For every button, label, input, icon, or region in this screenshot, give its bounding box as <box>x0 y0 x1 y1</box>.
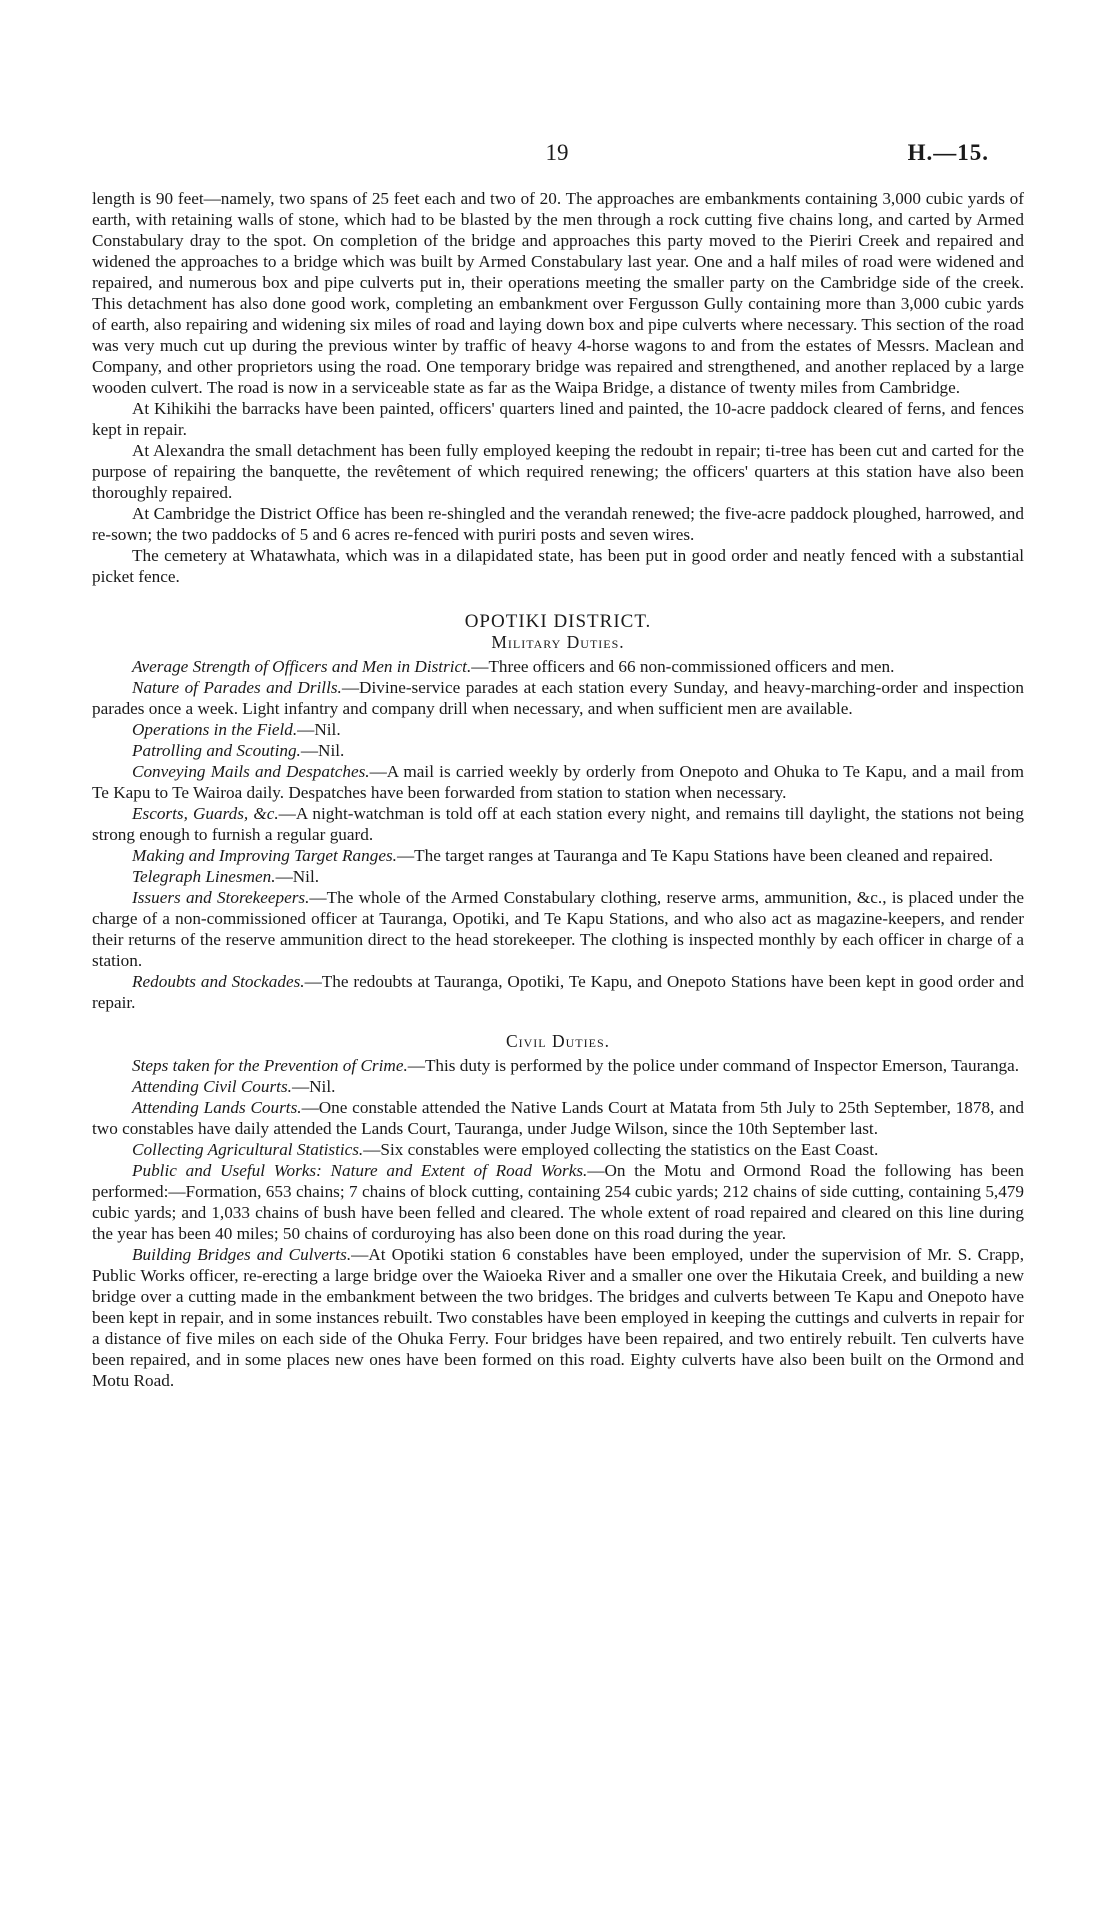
item-lead: Attending Lands Courts. <box>132 1098 302 1117</box>
item-lead: Public and Useful Works: Nature and Extent of Road Works. <box>132 1161 588 1180</box>
item-text: —A mail is carried weekly by orderly from Onepoto and Ohuka to Te Kapu, and a mail from Te Kapu to Te Wairoa daily. Despatches have been forwarded from station to station when necessary. <box>92 762 1024 802</box>
item-text: —Three officers and 66 non-commissioned officers and men. <box>471 657 895 676</box>
item-lead: Escorts, Guards, &c. <box>132 804 279 823</box>
item-lead: Attending Civil Courts. <box>132 1077 292 1096</box>
item-text: —One constable attended the Native Lands Court at Matata from 5th July to 25th September, 1878, and two constables have daily attended the Lands Court, Tauranga, under Judge Wilson, since the 10th September last. <box>92 1098 1024 1138</box>
item-lead: Redoubts and Stockades. <box>132 972 305 991</box>
paper-code: H.—15. <box>907 140 989 165</box>
district-heading: OPOTIKI DISTRICT. <box>464 611 652 632</box>
item-lead: Telegraph Linesmen. <box>132 867 276 886</box>
item-text: —At Opotiki station 6 constables have been employed, under the supervision of Mr. S. Crapp, Public Works officer, re-erecting a large bridge over the Waioeka River and a smaller one over the Hikutaia Creek, and building a new bridge over a cutting made in the embankment between the two bridges. The bridges and culverts between Te Kapu and Onepoto have been kept in repair, and in some instances rebuilt. Two constables have been employed in keeping the cuttings and culverts in repair for a distance of five miles on each side of the Ohuka Ferry. Four bridges have been repaired, and two entirely rebuilt. Ten culverts have been repaired, and in some places new ones have been formed on this road. Eighty culverts have also been built on the Ormond and Motu Road. <box>92 1245 1024 1390</box>
military-item <box>92 677 1024 719</box>
military-item <box>92 971 1024 1013</box>
military-item <box>92 740 1024 761</box>
civil-item <box>92 1244 1024 1391</box>
item-lead: Collecting Agricultural Statistics. <box>132 1140 364 1159</box>
item-text: —This duty is performed by the police under command of Inspector Emerson, Tauranga. <box>407 1056 1020 1075</box>
item-lead: Making and Improving Target Ranges. <box>132 846 397 865</box>
item-lead: Nature of Parades and Drills. <box>132 678 342 697</box>
civil-item <box>92 1055 1024 1076</box>
military-item <box>92 656 1024 677</box>
item-text: —Nil. <box>291 1077 336 1096</box>
military-duties-heading: Military Duties. <box>491 632 625 652</box>
intro-paragraph: At Cambridge the District Office has been re-shingled and the verandah renewed; the five-acre paddock ploughed, harrowed, and re-sown; the two paddocks of 5 and 6 acres re-fenced with puriri posts and seven wires. <box>92 504 1024 544</box>
item-lead: Steps taken for the Prevention of Crime. <box>132 1056 408 1075</box>
intro-paragraph: At Alexandra the small detachment has been fully employed keeping the redoubt in repair; ti-tree has been cut and carted for the purpose of repairing the banquette, the revêtement of which required renewing; the officers' quarters at this station have also been thoroughly repaired. <box>92 441 1024 502</box>
military-item <box>92 761 1024 803</box>
item-lead: Operations in the Field. <box>132 720 298 739</box>
intro-paragraph: The cemetery at Whatawhata, which was in a dilapidated state, has been put in good order and neatly fenced with a substantial picket fence. <box>92 546 1024 586</box>
military-item <box>92 719 1024 740</box>
item-text: —The target ranges at Tauranga and Te Kapu Stations have been cleaned and repaired. <box>396 846 993 865</box>
item-text: —Nil. <box>275 867 320 886</box>
item-lead: Issuers and Storekeepers. <box>132 888 310 907</box>
civil-item <box>92 1097 1024 1139</box>
item-text: —On the Motu and Ormond Road the following has been performed:—Formation, 653 chains; 7 chains of block cutting, containing 254 cubic yards; 212 chains of side cutting, containing 5,479 cubic yards; and 1,033 chains of bush have been felled and cleared. The whole extent of road repaired and cleared on this line during the year has been 40 miles; 50 chains of corduroying has also been done on this road during the year. <box>92 1161 1025 1243</box>
intro-paragraph: length is 90 feet—namely, two spans of 25 feet each and two of 20. The approaches are embankments containing 3,000 cubic yards of earth, with retaining walls of stone, which had to be blasted by the men through a rock cutting five chains long, and carted by Armed Constabulary dray to the spot. On completion of the bridge and approaches this party moved to the Pieriri Creek and repaired and widened the approaches to a bridge which was built by Armed Constabulary last year. One and a half miles of road were widened and repaired, and numerous box and pipe culverts put in, their operations meeting the smaller party on the Cambridge side of the creek. This detachment has also done good work, completing an embankment over Fergusson Gully containing more than 3,000 cubic yards of earth, also repairing and widening six miles of road and laying down box and pipe culverts where necessary. This section of the road was very much cut up during the previous winter by traffic of heavy 4-horse wagons to and from the estates of Messrs. Maclean and Company, and other proprietors using the road. One temporary bridge was repaired and strengthened, and another replaced by a large wooden culvert. The road is now in a serviceable state as far as the Waipa Bridge, a distance of twenty miles from Cambridge. <box>92 189 1024 397</box>
document-body <box>92 188 1024 1391</box>
item-text: —Divine-service parades at each station every Sunday, and heavy-marching-order and inspection parades once a week. Light infantry and company drill when necessary, and when sufficient men are available. <box>92 678 1024 718</box>
item-text: —Nil. <box>300 741 345 760</box>
civil-item <box>92 1160 1024 1244</box>
military-item <box>92 866 1024 887</box>
civil-item <box>92 1139 1024 1160</box>
item-text: —Nil. <box>297 720 341 739</box>
item-text: —Six constables were employed collecting the statistics on the East Coast. <box>363 1140 879 1159</box>
item-lead: Patrolling and Scouting. <box>132 741 301 760</box>
item-text: —The whole of the Armed Constabulary clothing, reserve arms, ammunition, &c., is placed under the charge of a non-commissioned officer at Tauranga, Opotiki, and Te Kapu Stations, and who also act as magazine-keepers, and render their returns of the reserve ammunition direct to the head storekeeper. The clothing is inspected monthly by each officer in charge of a station. <box>92 888 1024 970</box>
intro-paragraph: At Kihikihi the barracks have been painted, officers' quarters lined and painted, the 10-acre paddock cleared of ferns, and fences kept in repair. <box>92 399 1024 439</box>
item-lead: Building Bridges and Culverts. <box>132 1245 352 1264</box>
military-item <box>92 887 1024 971</box>
civil-item <box>92 1076 1024 1097</box>
civil-duties-heading: Civil Duties. <box>505 1031 611 1051</box>
item-lead: Average Strength of Officers and Men in District. <box>132 657 472 676</box>
item-lead: Conveying Mails and Despatches. <box>132 762 370 781</box>
military-item <box>92 845 1024 866</box>
item-text: —A night-watchman is told off at each station every night, and remains till daylight, the stations not being strong enough to furnish a regular guard. <box>92 804 1024 844</box>
item-text: —The redoubts at Tauranga, Opotiki, Te Kapu, and Onepoto Stations have been kept in good order and repair. <box>92 972 1024 1012</box>
page-number: 19 <box>545 140 569 165</box>
military-item <box>92 803 1024 845</box>
